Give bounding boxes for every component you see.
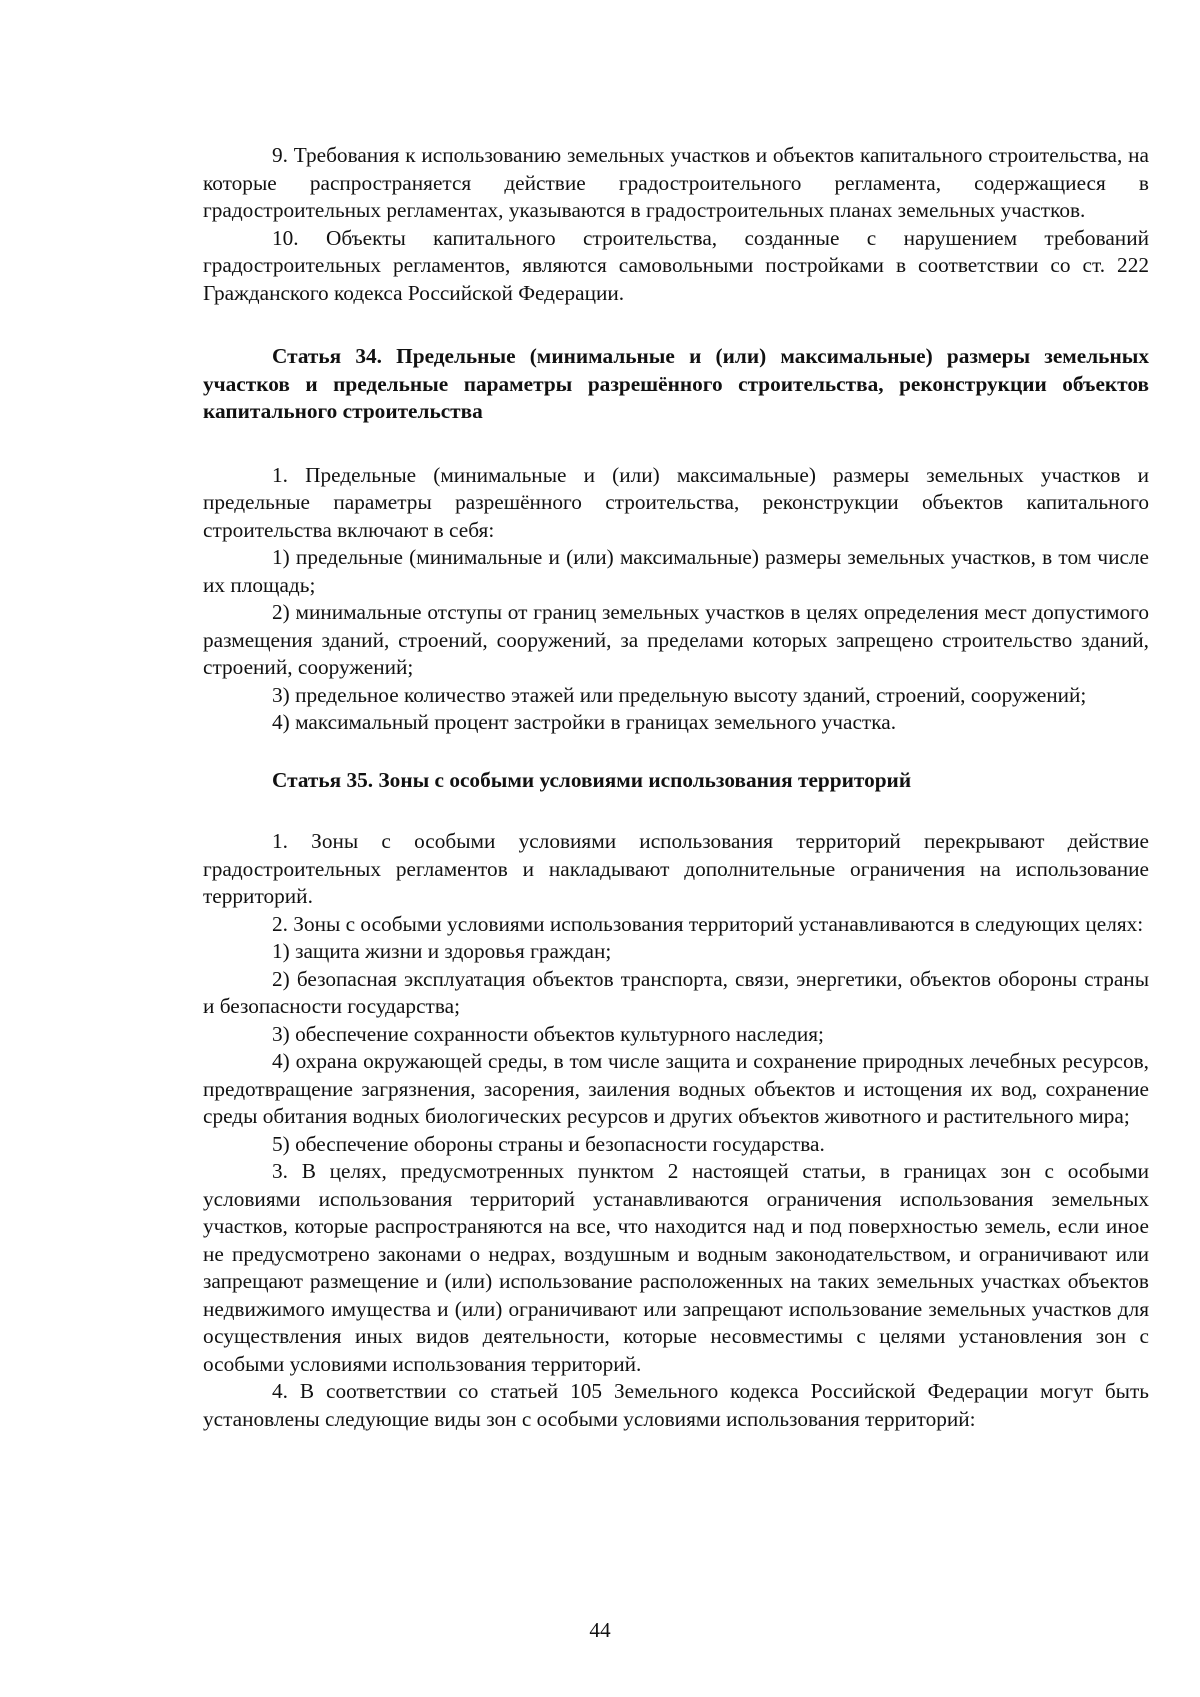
list-item: 2) безопасная эксплуатация объектов транспорта, связи, энергетики, объектов обороны страны и безопасности государства;: [203, 966, 1149, 1018]
list-item: 1) защита жизни и здоровья граждан;: [272, 939, 612, 963]
article-35-body: [203, 828, 1149, 1433]
list-item: 1) предельные (минимальные и (или) максимальные) размеры земельных участков, в том числе их площадь;: [203, 545, 1149, 597]
list-item: 4) максимальный процент застройки в границах земельного участка.: [272, 710, 897, 734]
list-item: 2) минимальные отступы от границ земельных участков в целях определения мест допустимого размещения зданий, строений, сооружений, за пределами которых запрещено строительство зданий, строений, сооружений;: [203, 600, 1149, 679]
paragraph: 4. В соответствии со статьей 105 Земельного кодекса Российской Федерации могут быть установлены следующие виды зон с особыми условиями использования территорий:: [203, 1379, 1149, 1431]
list-item: 3) обеспечение сохранности объектов культурного наследия;: [272, 1021, 824, 1046]
list-item: 3) предельное количество этажей или предельную высоту зданий, строений, сооружений;: [272, 682, 1087, 707]
article-35-title: Статья 35. Зоны с особыми условиями использования территорий: [272, 767, 912, 792]
paragraph: 10. Объекты капитального строительства, созданные с нарушением требований градостроительных регламентов, являются самовольными постройками в соответствии со ст. 222 Гражданского кодекса Российской Федерации.: [203, 225, 1149, 305]
page-content: [203, 142, 1149, 1433]
list-item: 4) охрана окружающей среды, в том числе защита и сохранение природных лечебных ресурсов, предотвращение загрязнения, засорения, заиления водных объектов и истощения их вод, сохранение среды обитания водных биологических ресурсов и других объектов животного и растительного мира;: [203, 1049, 1149, 1128]
paragraph: 9. Требования к использованию земельных участков и объектов капитального строительства, на которые распространяется действие градостроительного регламента, содержащиеся в градостроительных регламентах, указываются в градостроительных планах земельных участков.: [203, 143, 1149, 222]
paragraph: 2. Зоны с особыми условиями использования территорий устанавливаются в следующих целях:: [272, 911, 1144, 936]
paragraph: 1. Зоны с особыми условиями использования территорий перекрывают действие градостроительных регламентов и накладывают дополнительные ограничения на использование территорий.: [203, 829, 1149, 908]
paragraph: 1. Предельные (минимальные и (или) максимальные) размеры земельных участков и предельные параметры разрешённого строительства, реконструкции объектов капитального строительства включают в себя:: [203, 462, 1149, 542]
article-34-title: Статья 34. Предельные (минимальные и (или) максимальные) размеры земельных участков и предельные параметры разрешённого строительства, реконструкции объектов капитального строительства: [203, 344, 1149, 423]
article-34-body: [203, 462, 1149, 737]
page-number: 44: [589, 1618, 611, 1642]
list-item: 5) обеспечение обороны страны и безопасности государства.: [272, 1131, 825, 1156]
paragraph: 3. В целях, предусмотренных пунктом 2 настоящей статьи, в границах зон с особыми условиями использования территорий устанавливаются ограничения использования земельных участков, которые распространяются на все, что находится над и под поверхностью земель, если иное не предусмотрено законами о недрах, воздушным и водным законодательством, и ограничивают или запрещают размещение и (или) использование расположенных на таких земельных участках объектов недвижимого имущества и (или) ограничивают или запрещают использование земельных участков для осуществления иных видов деятельности, которые несовместимы с целями установления зон с особыми условиями использования территорий.: [203, 1159, 1149, 1376]
